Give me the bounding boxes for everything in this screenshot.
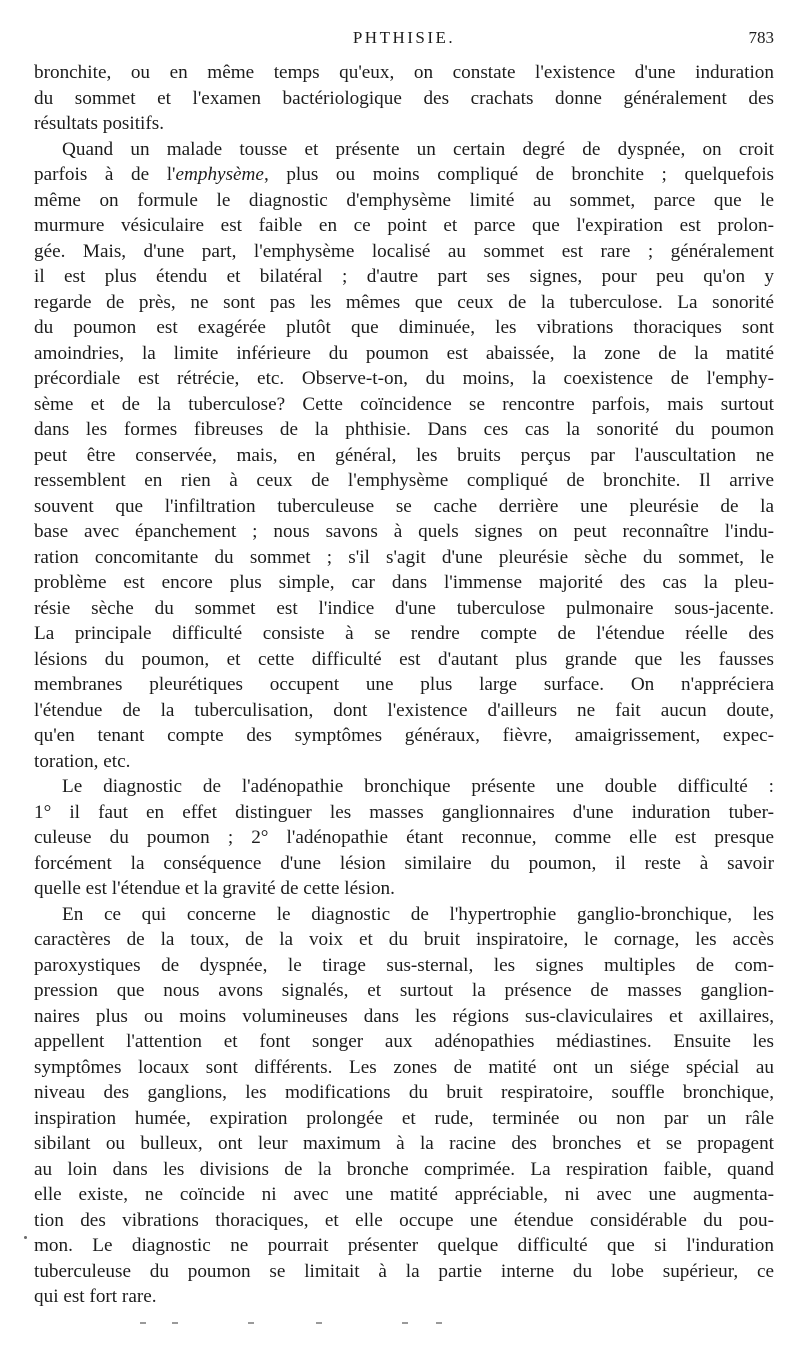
paragraph: [34, 902, 774, 1310]
text-line: peut être conservée, mais, en général, les bruits perçus par l'auscultation ne: [34, 444, 774, 466]
page-header: [34, 28, 774, 54]
text-line: du poumon est exagérée plutôt que diminuée, les vibrations thoraciques sont: [34, 317, 774, 338]
text-line: gée. Mais, d'une part, l'emphysème localisé au sommet est rare ; généralement: [34, 240, 774, 262]
text-line: ration concomitante du sommet ; s'il s'agit d'une pleurésie sèche du sommet, le: [34, 546, 774, 568]
text-line: résie sèche du sommet est l'indice d'une tuberculose pulmonaire sous-jacente.: [34, 597, 774, 619]
text-line: parfois à de l'emphysème, plus ou moins compliqué de bronchite ; quelquefois: [34, 164, 775, 185]
text-line: elle existe, ne coïncide ni avec une matité appréciable, ni avec une augmenta-: [34, 1184, 774, 1205]
text-line: qu'en tenant compte des symptômes généraux, fièvre, amaigrissement, expec-: [34, 725, 774, 746]
text-line: membranes pleurétiques occupent une plus large surface. On n'appréciera: [34, 674, 774, 695]
text-line: mon. Le diagnostic ne pourrait présenter quelque difficulté que si l'induration: [34, 1235, 774, 1256]
text-line: inspiration humée, expiration prolongée et rude, terminée ou non par un râle: [34, 1107, 774, 1129]
margin-speck: [24, 1236, 27, 1239]
text-line: au loin dans les divisions de la bronche comprimée. La respiration faible, quand: [34, 1158, 774, 1180]
text-line: murmure vésiculaire est faible en ce point et parce que l'expiration est prolon-: [34, 215, 774, 236]
running-title: PHTHISIE.: [352, 28, 456, 47]
paragraph: [34, 60, 774, 137]
text-line: problème est encore plus simple, car dans l'immense majorité des cas la pleu-: [34, 572, 774, 593]
text-line: l'étendue de la tuberculisation, dont l'existence d'ailleurs ne fait aucun doute,: [34, 699, 774, 721]
text-line: du sommet et l'examen bactériologique des crachats donne généralement des: [34, 87, 774, 109]
text-line: dans les formes fibreuses de la phthisie. Dans ces cas la sonorité du poumon: [34, 419, 774, 440]
text-line: souvent que l'infiltration tuberculeuse se cache derrière une pleurésie de la: [34, 495, 774, 517]
paragraph: [34, 774, 774, 902]
text-line: regarde de près, ne sont pas les mêmes que ceux de la tuberculose. La sonorité: [34, 291, 774, 313]
text-line: En ce qui concerne le diagnostic de l'hypertrophie ganglio-bronchique, les: [62, 903, 774, 925]
text-line: naires plus ou moins volumineuses dans les régions sus-claviculaires et axillaires,: [34, 1005, 774, 1027]
text-line: forcément la conséquence d'une lésion similaire du poumon, il reste à savoir: [34, 852, 774, 874]
text-line: lésions du poumon, et cette difficulté est d'autant plus grande que les fausses: [34, 648, 774, 670]
text-line: qui est fort rare.: [34, 1286, 157, 1307]
text-line: il est plus étendu et bilatéral ; d'autre part ses signes, pour peu qu'on y: [34, 266, 774, 287]
body-text: [34, 60, 774, 1310]
text-line: base avec épanchement ; nous savons à quels signes on peut reconnaître l'indu-: [34, 521, 774, 542]
text-line: ressemblent en rien à ceux de l'emphysème compliqué de bronchite. Il arrive: [34, 470, 774, 491]
text-line: caractères de la toux, de la voix et du bruit inspiratoire, le cornage, les accès: [34, 929, 774, 950]
text-line: sibilant ou bulleux, ont leur maximum à la racine des bronches et se propagent: [34, 1133, 774, 1154]
text-line: même on formule le diagnostic d'emphysème limité au sommet, parce que le: [34, 189, 774, 211]
text-line: appellent l'attention et font songer aux adénopathies médiastines. Ensuite les: [34, 1031, 774, 1052]
text-line: La principale difficulté consiste à se rendre compte de l'étendue réelle des: [34, 623, 774, 644]
text-line: résultats positifs.: [34, 113, 165, 134]
text-line: précordiale est rétrécie, etc. Observe-t-on, du moins, la coexistence de l'emphy-: [34, 368, 774, 389]
text-line: bronchite, ou en même temps qu'eux, on constate l'existence d'une induration: [34, 62, 774, 83]
text-line: culeuse du poumon ; 2° l'adénopathie étant reconnue, comme elle est presque: [34, 827, 774, 848]
text-line: symptômes locaux sont différents. Les zones de matité ont un siége spécial au: [34, 1056, 774, 1078]
text-line: niveau des ganglions, les modifications du bruit respiratoire, souffle bronchique,: [34, 1082, 774, 1103]
book-page: [34, 28, 774, 1310]
text-line: paroxystiques de dyspnée, le tirage sus-sternal, les signes multiples de com-: [34, 954, 774, 976]
page-number: 783: [748, 28, 774, 47]
text-line: sème et de la tuberculose? Cette coïncidence se rencontre parfois, mais surtout: [34, 393, 774, 415]
text-line: toration, etc.: [34, 750, 131, 772]
text-line: tuberculeuse du poumon se limitait à la partie interne du lobe supérieur, ce: [34, 1260, 774, 1282]
text-line: tion des vibrations thoraciques, et elle occupe une étendue considérable du pou-: [34, 1209, 774, 1231]
text-line: quelle est l'étendue et la gravité de cette lésion.: [34, 878, 395, 899]
text-line: amoindries, la limite inférieure du poumon est abaissée, la zone de la matité: [34, 342, 774, 364]
footer-smudges: [140, 1322, 460, 1332]
text-line: Le diagnostic de l'adénopathie bronchique présente une double difficulté :: [62, 776, 774, 797]
text-line: pression que nous avons signalés, et surtout la présence de masses ganglion-: [34, 980, 774, 1001]
text-line: Quand un malade tousse et présente un certain degré de dyspnée, on croit: [62, 138, 774, 160]
text-line: 1° il faut en effet distinguer les masses ganglionnaires d'une induration tuber-: [34, 801, 774, 823]
paragraph: [34, 137, 774, 775]
